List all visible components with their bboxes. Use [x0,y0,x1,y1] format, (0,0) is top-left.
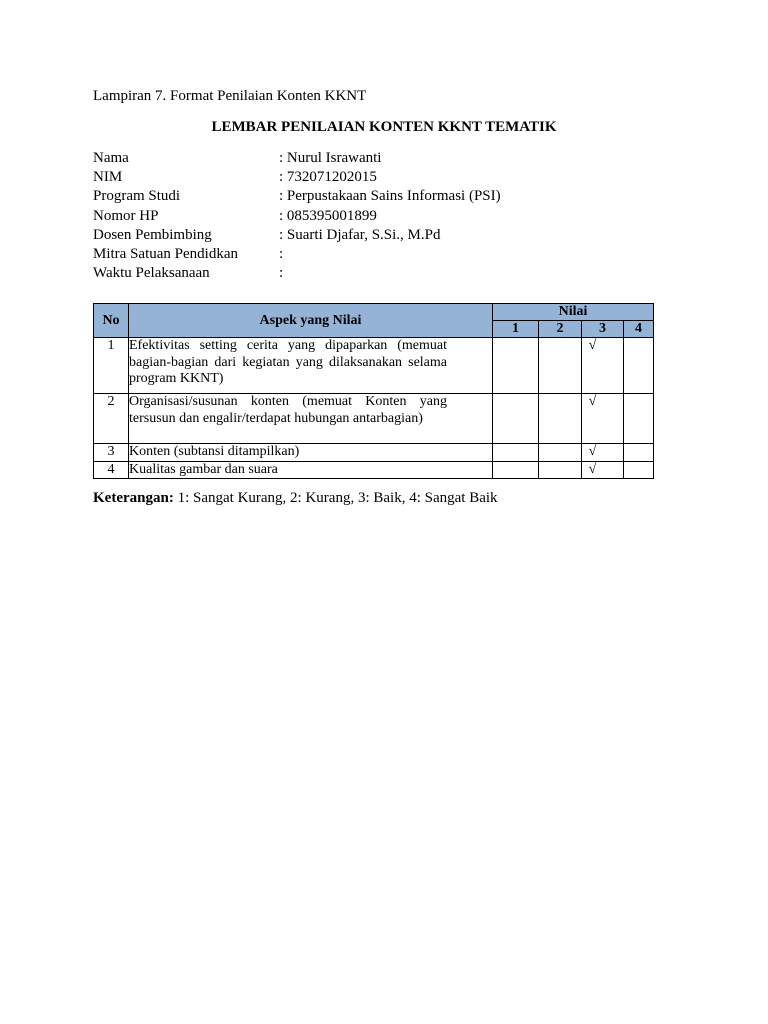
score-cell-3 [582,394,624,444]
header-score-1: 1 [493,321,539,338]
identity-value-dosen-pembimbing: : Suarti Djafar, S.Si., M.Pd [279,227,441,243]
score-cell-2 [539,394,582,444]
row-aspect: Kualitas gambar dan suara [129,461,278,477]
table-row [94,338,654,394]
score-cell-2 [539,338,582,394]
identity-label-nomor-hp: Nomor HP [93,208,159,224]
score-cell-3 [582,461,624,479]
attachment-caption: Lampiran 7. Format Penilaian Konten KKNT [93,88,367,104]
score-cell-3 [582,444,624,462]
checkmark-icon: √ [588,461,597,477]
assessment-table [93,303,654,479]
checkmark-icon: √ [588,394,597,409]
score-cell-1 [493,338,539,394]
score-cell-2 [539,444,582,462]
row-number: 1 [94,338,129,394]
identity-label-nim: NIM [93,169,123,185]
score-cell-3 [582,338,624,394]
legend-label: Keterangan: [93,490,174,506]
document-title: LEMBAR PENILAIAN KONTEN KKNT TEMATIK [211,119,557,135]
identity-value-program-studi: : Perpustakaan Sains Informasi (PSI) [279,188,501,204]
header-score-4: 4 [624,321,654,338]
header-score-3: 3 [582,321,624,338]
score-cell-4 [624,444,654,462]
identity-label-program-studi: Program Studi [93,188,181,204]
header-no: No [94,304,129,338]
score-cell-1 [493,461,539,479]
identity-label-dosen-pembimbing: Dosen Pembimbing [93,227,212,243]
identity-value-waktu: : [279,265,284,281]
row-aspect: Organisasi/susunan konten (memuat Konten yang tersusun dan engalir/terdapat hubungan antarbagian) [129,394,447,426]
score-cell-4 [624,394,654,444]
identity-value-nama: : Nurul Israwanti [279,150,382,166]
table-row [94,394,654,444]
checkmark-icon: √ [588,338,597,353]
table-row [94,444,654,462]
table-row [94,461,654,479]
identity-value-nim: : 732071202015 [279,169,377,185]
checkmark-icon: √ [588,444,597,459]
legend-text: 1: Sangat Kurang, 2: Kurang, 3: Baik, 4: Sangat Baik [173,490,498,506]
row-aspect: Efektivitas setting cerita yang dipaparkan (memuat bagian-bagian dari kegiatan yang dilaksanakan selama program KKNT) [129,338,447,386]
score-cell-1 [493,444,539,462]
row-number: 4 [94,461,129,479]
identity-label-nama: Nama [93,150,129,166]
header-nilai: Nilai [493,304,654,321]
header-score-2: 2 [539,321,582,338]
score-cell-4 [624,338,654,394]
row-number: 2 [94,394,129,444]
legend-note [93,491,498,506]
score-cell-4 [624,461,654,479]
identity-value-mitra: : [279,246,284,262]
row-number: 3 [94,444,129,462]
identity-label-mitra: Mitra Satuan Pendidkan [93,246,238,262]
header-aspek: Aspek yang Nilai [129,304,493,338]
row-aspect: Konten (subtansi ditampilkan) [129,444,300,459]
identity-label-waktu: Waktu Pelaksanaan [93,265,210,281]
identity-value-nomor-hp: : 085395001899 [279,208,377,224]
score-cell-2 [539,461,582,479]
score-cell-1 [493,394,539,444]
